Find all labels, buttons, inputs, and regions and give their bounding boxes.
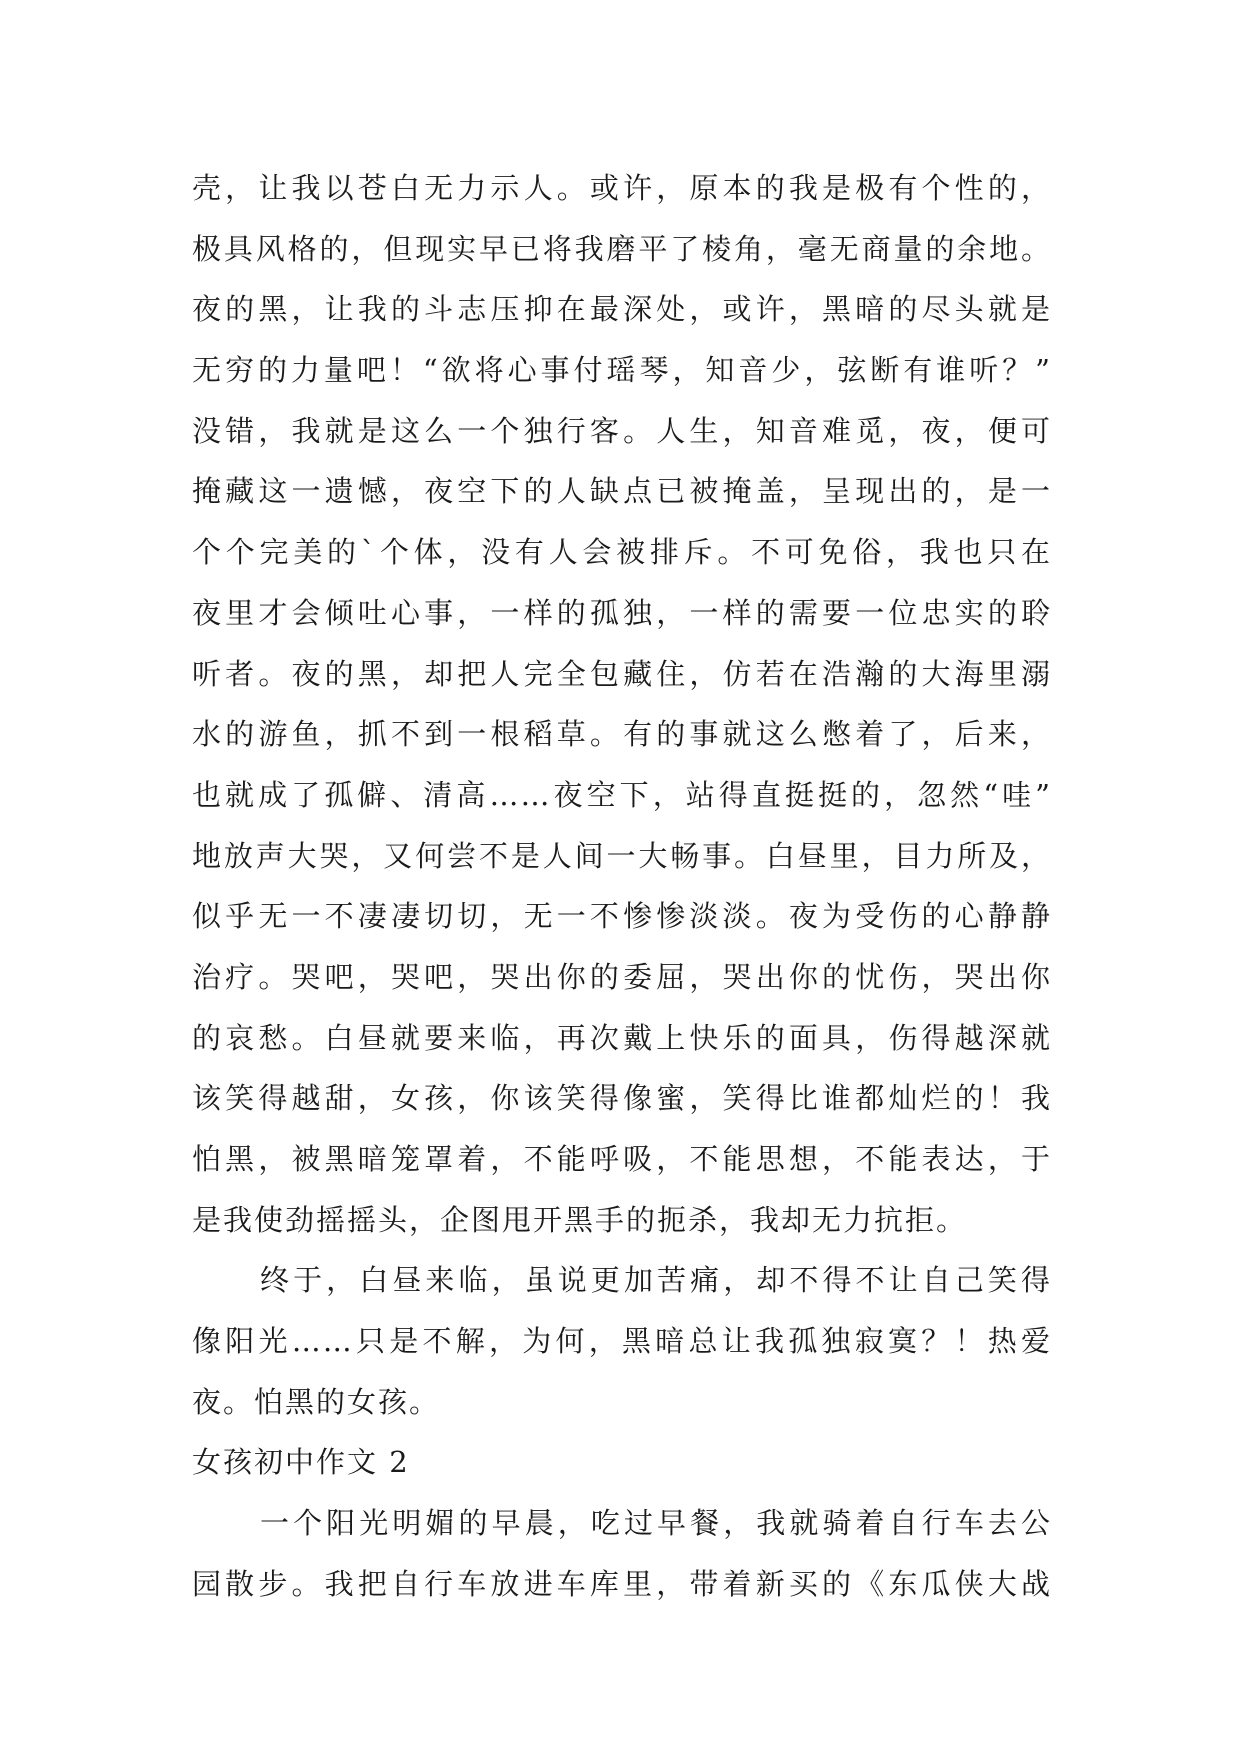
document-body — [192, 158, 1052, 1615]
text-line: 夜。怕黑的女孩。 — [192, 1384, 441, 1419]
text-line: 夜的黑，让我的斗志压抑在最深处，或许，黑暗的尽头就是 — [192, 292, 1052, 327]
text-line: 治疗。哭吧，哭吧，哭出你的委屈，哭出你的忧伤，哭出你 — [192, 959, 1052, 994]
text-line: 掩藏这一遗憾，夜空下的人缺点已被掩盖，呈现出的，是一 — [192, 474, 1052, 509]
text-line: 无穷的力量吧！“欲将心事付瑶琴，知音少，弦断有谁听？” — [192, 353, 1052, 388]
text-line: 听者。夜的黑，却把人完全包藏住，仿若在浩瀚的大海里溺 — [192, 656, 1052, 691]
text-line: 该笑得越甜，女孩，你该笑得像蜜，笑得比谁都灿烂的！我 — [192, 1081, 1052, 1116]
text-line: 是我使劲摇摇头，企图甩开黑手的扼杀，我却无力抗拒。 — [192, 1202, 968, 1237]
text-line: 水的游鱼，抓不到一根稻草。有的事就这么憋着了，后来， — [192, 717, 1052, 752]
text-line: 终于，白昼来临，虽说更加苦痛，却不得不让自己笑得 — [260, 1263, 1052, 1298]
text-line: 像阳光……只是不解，为何，黑暗总让我孤独寂寞？！热爱 — [192, 1324, 1052, 1359]
text-line: 园散步。我把自行车放进车库里，带着新买的《东瓜侠大战 — [192, 1566, 1052, 1601]
text-line: 一个阳光明媚的早晨，吃过早餐，我就骑着自行车去公 — [260, 1506, 1052, 1541]
text-line: 的哀愁。白昼就要来临，再次戴上快乐的面具，伤得越深就 — [192, 1020, 1052, 1055]
text-line: 似乎无一不凄凄切切，无一不惨惨淡淡。夜为受伤的心静静 — [192, 899, 1052, 934]
text-line: 夜里才会倾吐心事，一样的孤独，一样的需要一位忠实的聆 — [192, 595, 1052, 630]
text-line: 怕黑，被黑暗笼罩着，不能呼吸，不能思想，不能表达，于 — [192, 1142, 1052, 1176]
section-heading: 女孩初中作文 2 — [192, 1445, 410, 1480]
text-line: 也就成了孤僻、清高……夜空下，站得直挺挺的，忽然“哇” — [192, 777, 1052, 812]
text-line: 地放声大哭，又何尝不是人间一大畅事。白昼里，目力所及， — [192, 838, 1052, 873]
text-line: 没错，我就是这么一个独行客。人生，知音难觅，夜，便可 — [192, 413, 1052, 448]
text-line: 个个完美的`个体，没有人会被排斥。不可免俗，我也只在 — [192, 535, 1052, 570]
text-line: 极具风格的，但现实早已将我磨平了棱角，毫无商量的余地。 — [192, 231, 1052, 266]
text-line: 壳，让我以苍白无力示人。或许，原本的我是极有个性的， — [192, 171, 1052, 205]
